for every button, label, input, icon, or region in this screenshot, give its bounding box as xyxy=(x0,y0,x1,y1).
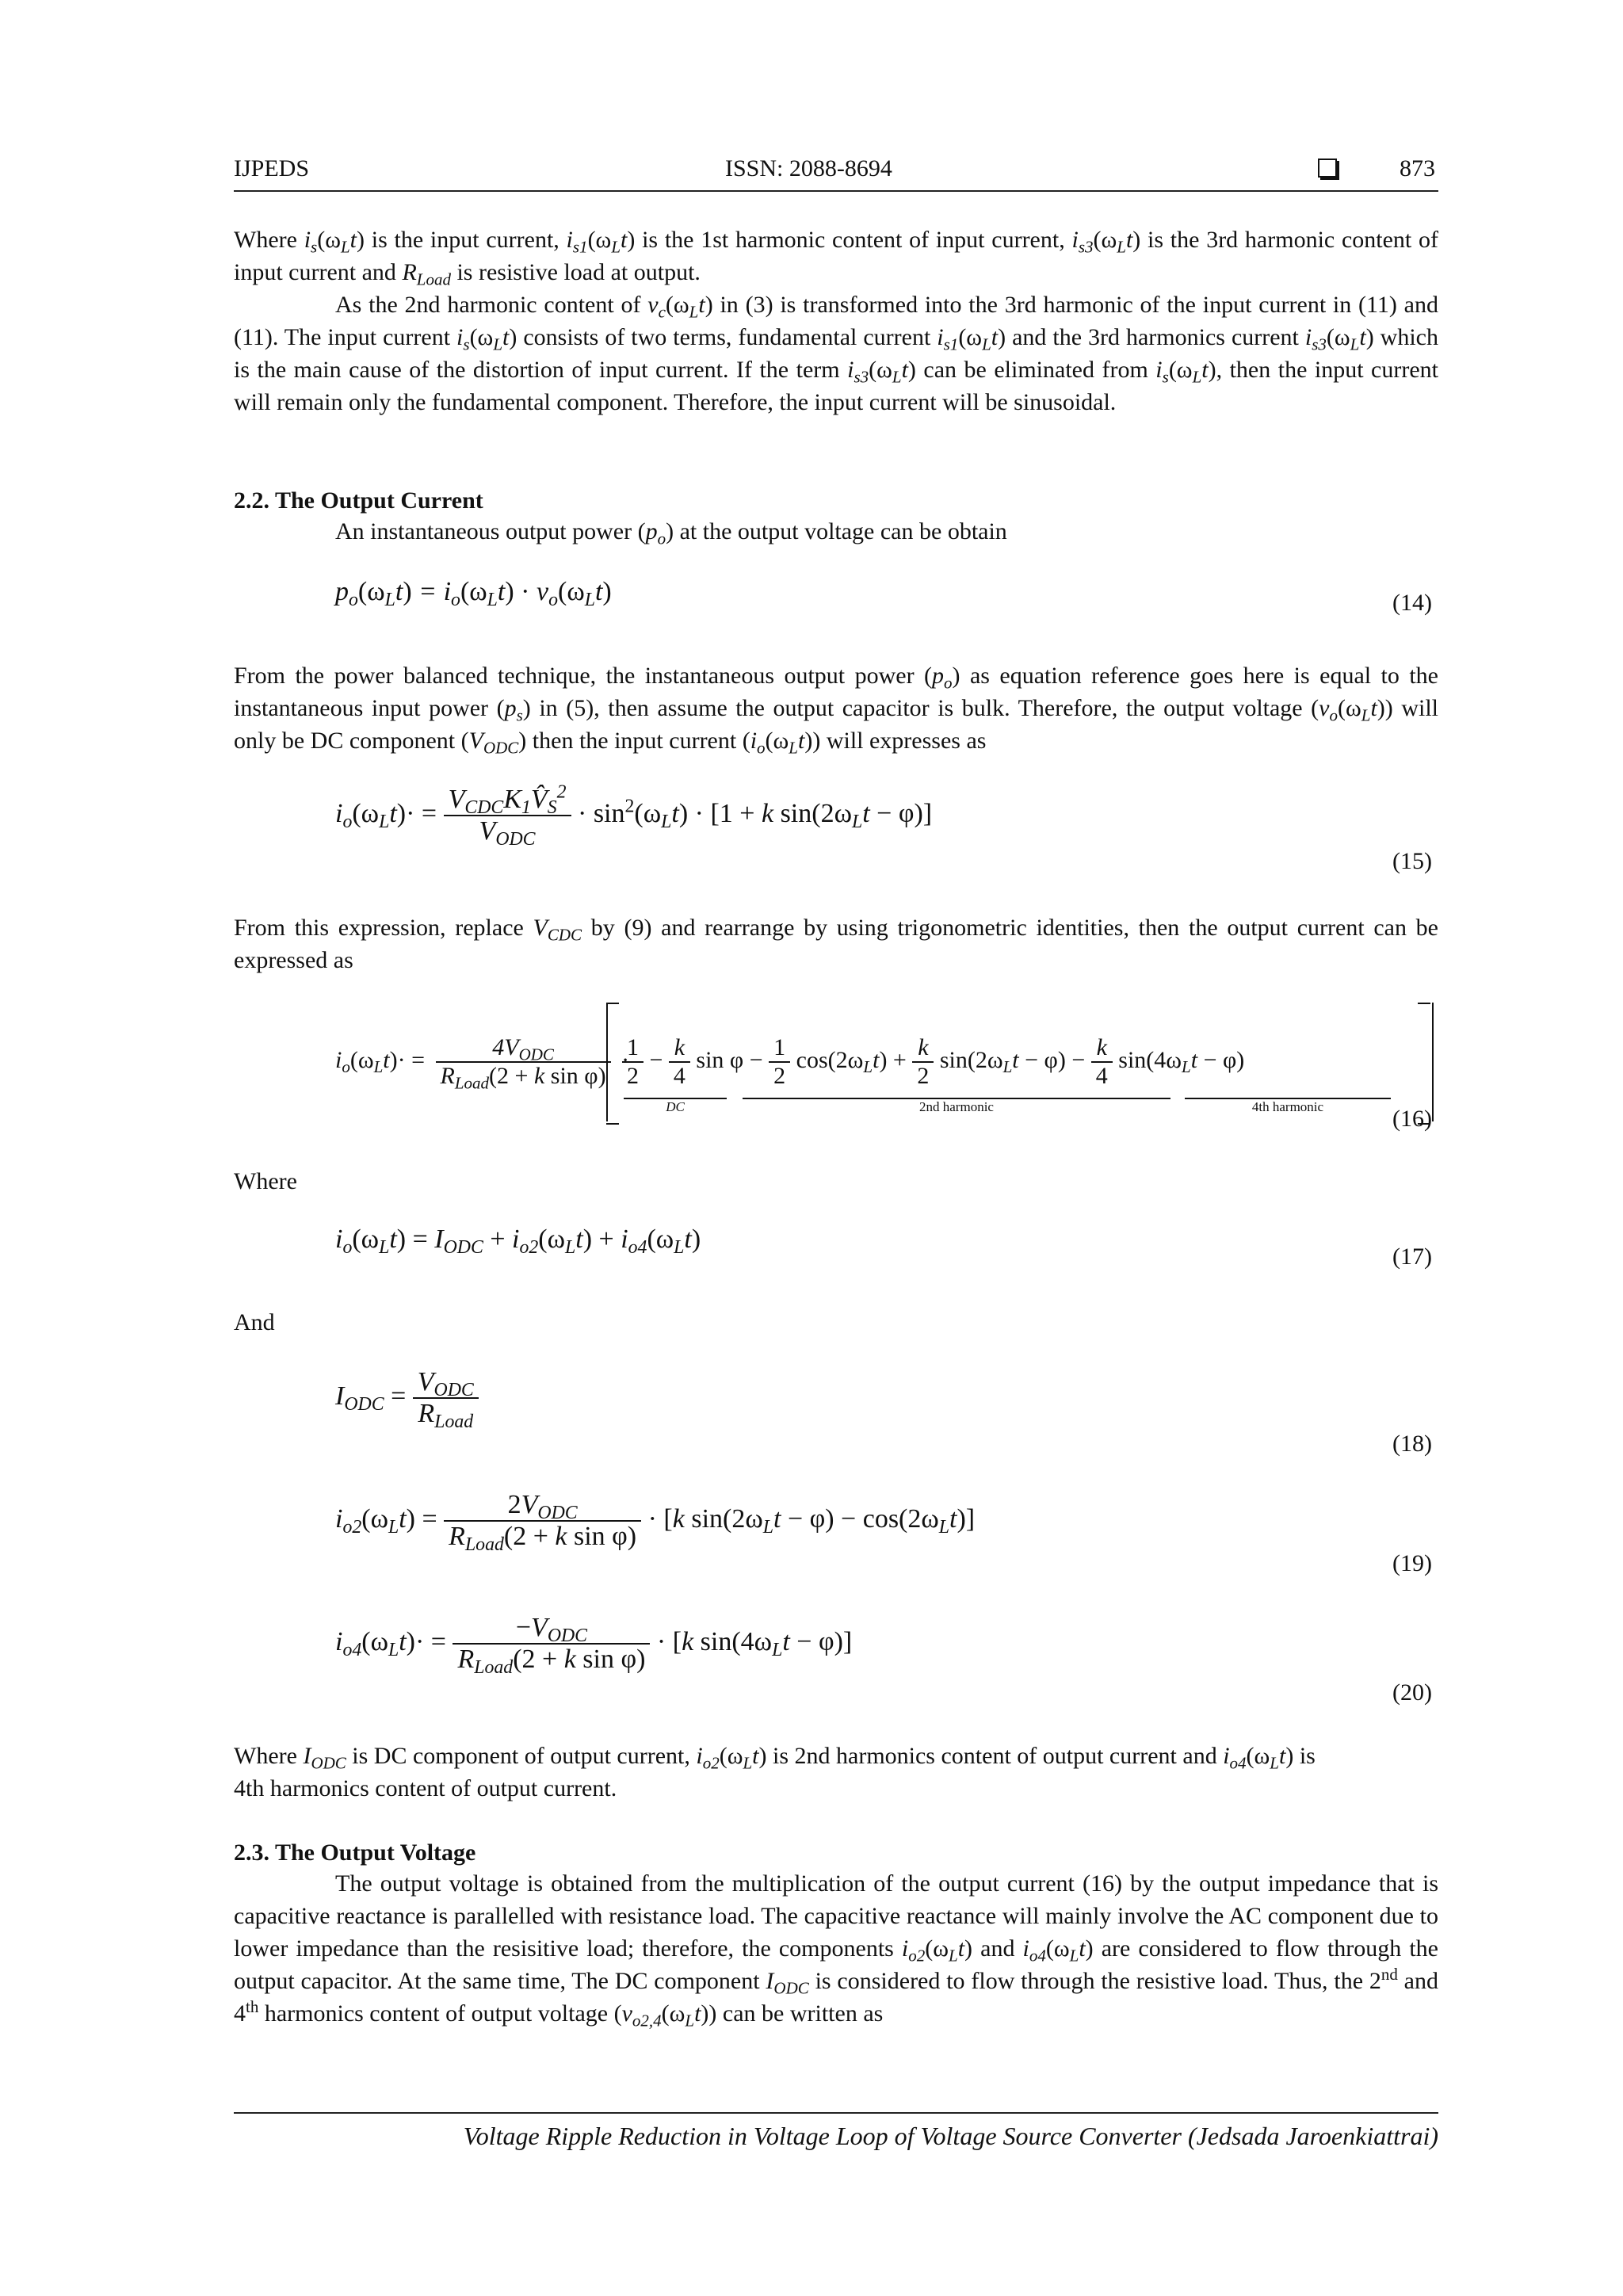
page-header xyxy=(234,155,1438,192)
label-where: Where xyxy=(234,1168,297,1194)
equation-number: (14) xyxy=(1392,590,1432,616)
journal-name: IJPEDS xyxy=(234,155,310,181)
brace-label-4th-harmonic: 4th harmonic xyxy=(1185,1098,1391,1115)
equation-16: $i_o(\omega_Lt)\cdot$ = $\frac{4V_{ODC}}{R_{Load}(2 + k \sin \varphi)}$ · $\frac{1}{2}$ − $\frac{k}{4}$ sin φ − $\frac{1}{2}$ $\cos(2\omega_Lt)$ + $\frac{k}{2}$ $\sin(2\omega_Lt - \varphi)$ − $\frac{k}{4}$ $\sin(4\omega_Lt - \varphi)$ DC 2nd harmonic 4th harmonic (16) xyxy=(234,1003,1438,1145)
equation-18: $I_{ODC}$ = $\frac{V_{ODC}}{R_{Load}}$ (18) xyxy=(335,1367,1432,1457)
paragraph-4: From this expression, replace $V_{CDC}$ by (9) and rearrange by using trigonometric identities, then the output current can be expressed as xyxy=(234,915,1439,973)
page-footer: Voltage Ripple Reduction in Voltage Loop of Voltage Source Converter (Jedsada Jaroenkiattrai) xyxy=(234,2112,1438,2151)
equation-14: $p_o(\omega_Lt) = i_o(\omega_Lt) \cdot v_o(\omega_Lt)$ (14) xyxy=(335,577,1432,616)
paragraph-3: From the power balanced technique, the instantaneous output power $(p_o)$ as equation reference goes here is equal to the instantaneous input power $(p_s)$ in (5), then assume the output capacitor is bulk. Therefore, the output voltage $(v_o(\omega_Lt))$ will only be DC component $(V_{ODC})$ then the input current $(i_o(\omega_Lt))$ will expresses as xyxy=(234,663,1438,758)
section-intro: An instantaneous output power $(p_o)$ at the output voltage can be obtain xyxy=(335,518,1007,548)
paragraph-2: As the 2nd harmonic content of $v_c(\omega_Lt)$ in (3) is transformed into the 3rd harmonic of the input current in (11) and (11). The input current $i_s(\omega_Lt)$ consists of two terms, fundamental current $i_{s1}(\omega_Lt)$ and the 3rd harmonics current $i_{s3}(\omega_Lt)$ which is the main cause of the distortion of input current. If the term $i_{s3}(\omega_Lt)$ can be eliminated from $i_s(\omega_Lt)$, then the input current will remain only the fundamental component. Therefore, the input current will be sinusoidal. xyxy=(234,292,1438,415)
checkbox-square-icon xyxy=(1318,159,1337,178)
paragraph-6: The output voltage is obtained from the multiplication of the output current (16) by the output impedance that is capacitive reactance is parallelled with resistance load. The capacitive reactance will mainly involve the AC component due to lower impedance than the resisitive load; therefore, the components $i_{o2}(\omega_Lt)$ and $i_{o4}(\omega_Lt)$ are considered to flow through the output capacitor. At the same time, The DC component $I_{ODC}$ is considered to flow through the resistive load. Thus, the 2nd and 4th harmonics content of output voltage $(v_{o2,4}(\omega_Lt))$ can be written as xyxy=(234,1870,1439,2030)
issn: ISSN: 2088-8694 xyxy=(725,155,892,181)
equation-number: (20) xyxy=(1392,1679,1432,1706)
equation-number: (18) xyxy=(1392,1431,1432,1457)
equation-17: $i_o(\omega_Lt) = I_{ODC} + i_{o2}(\omega_Lt) + i_{o4}(\omega_Lt)$ (17) xyxy=(335,1224,1432,1270)
paragraph-1: Where $i_s(\omega_Lt)$ is the input current, $i_{s1}(\omega_Lt)$ is the 1st harmonic content of input current, $i_{s3}(\omega_Lt)$ is the 3rd harmonic content of input current and $R_{Load}$ is resistive load at output. xyxy=(234,227,1439,289)
equation-number: (19) xyxy=(1392,1550,1432,1576)
section-heading: 2.2. The Output Current xyxy=(234,487,483,514)
page-number: 873 xyxy=(1400,155,1435,181)
equation-number: (17) xyxy=(1392,1244,1432,1270)
equation-number: (15) xyxy=(1392,848,1432,874)
equation-15: $i_o(\omega_Lt)\cdot$ = $\frac{V_{CDC}K_1V̂_S^2}{V_{ODC}}$ · $\sin^2(\omega_Lt) \cdot [1 + k$ $\sin(2\omega_Lt - \varphi)$] (15) xyxy=(335,781,1432,874)
brace-label-2nd-harmonic: 2nd harmonic xyxy=(743,1098,1170,1115)
paragraph-5: Where $I_{ODC}$ is DC component of output current, $i_{o2}(\omega_Lt)$ is 2nd harmonics content of output current and $i_{o4}(\omega_Lt)$ is 4th harmonics content of output current. xyxy=(234,1743,1316,1801)
equation-19: $i_{o2}(\omega_Lt)$ = $\frac{2V_{ODC}}{R_{Load}(2 + k \sin \varphi)}$ · [k $\sin(2\omega_Lt - \varphi) - \cos(2\omega_Lt)$] (19) xyxy=(335,1490,1432,1576)
label-and: And xyxy=(234,1309,275,1335)
equation-20: $i_{o4}(\omega_Lt)\cdot$ = $\frac{-V_{ODC}}{R_{Load}(2 + k \sin \varphi)}$ · [k $\sin(4\omega_Lt - \varphi)$] (20) xyxy=(335,1613,1432,1706)
brace-label-dc: DC xyxy=(624,1098,727,1115)
equation-number: (16) xyxy=(1392,1106,1432,1132)
section-heading: 2.3. The Output Voltage xyxy=(234,1839,476,1866)
